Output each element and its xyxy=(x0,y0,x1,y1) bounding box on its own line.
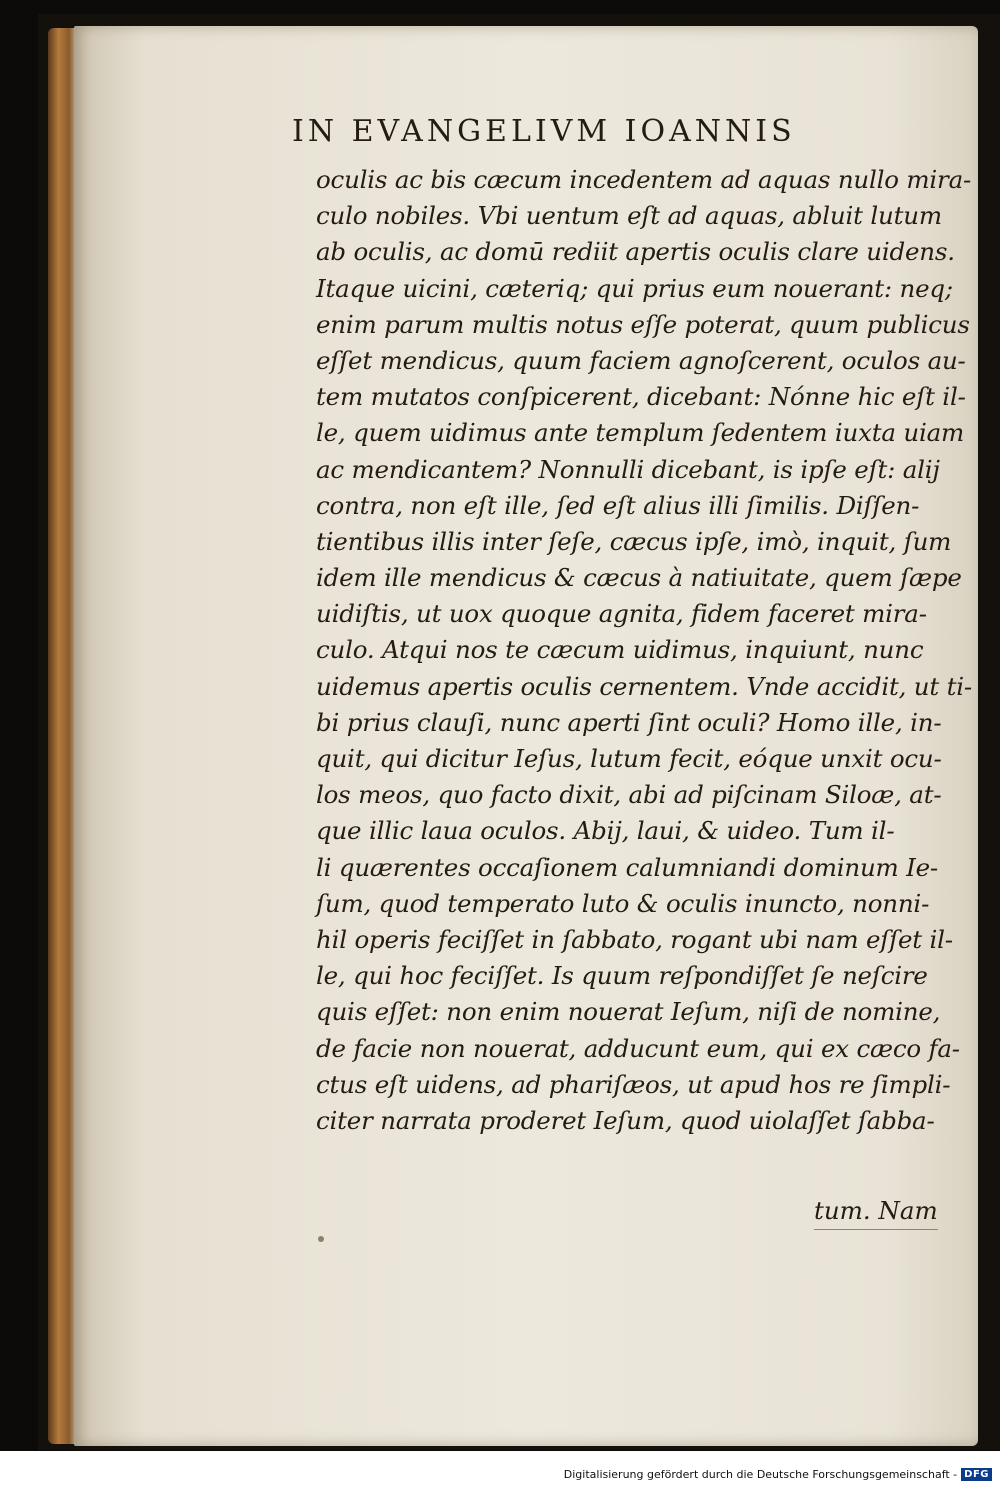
text-line: contra, non eſt ille, ſed eſt alius illi ſimilis. Diſſen- xyxy=(316,490,920,520)
text-line: ſum, quod temperato luto & oculis inuncto, nonni- xyxy=(316,888,930,918)
text-line: bi prius clauſi, nunc aperti ſint oculi? Homo ille, in- xyxy=(316,707,942,737)
text-line: Itaque uicini, cæteriq; qui prius eum nouerant: neq; xyxy=(316,273,953,303)
text-line: enim parum multis notus eſſe poterat, quum publicus xyxy=(316,309,970,339)
text-line: uidiſtis, ut uox quoque agnita, fidem faceret mira- xyxy=(316,599,927,629)
text-line: ab oculis, ac domū rediit apertis oculis clare uidens. xyxy=(316,237,955,267)
text-line: oculis ac bis cæcum incedentem ad aquas nullo mira- xyxy=(316,165,972,194)
text-line: de facie non nouerat, adducunt eum, qui ex cæco fa- xyxy=(316,1033,960,1063)
text-line: culo nobiles. Vbi uentum eſt ad aquas, abluit lutum xyxy=(316,201,942,231)
text-line: los meos, quo facto dixit, abi ad piſcinam Siloæ, at- xyxy=(316,780,942,810)
footer xyxy=(564,1459,992,1489)
text-line: ac mendicantem? Nonnulli dicebant, is ipſe eſt: alij xyxy=(316,454,940,484)
text-line: le, qui hoc feciſſet. Is quum reſpondiſſet ſe neſcire xyxy=(316,961,928,991)
text-line: citer narrata proderet Ieſum, quod uiolaſſet ſabba- xyxy=(316,1105,935,1135)
running-head: IN EVANGELIVM IOANNIS xyxy=(292,114,796,149)
footer-credit: Digitalisierung gefördert durch die Deutsche Forschungsgemeinschaft - xyxy=(563,1467,958,1481)
catchword: tum. Nam xyxy=(814,1196,938,1230)
text-line: le, quem uidimus ante templum ſedentem iuxta uiam xyxy=(316,418,965,448)
text-line: tem mutatos conſpicerent, dicebant: Nónne hic eſt il- xyxy=(316,382,966,412)
text-line: idem ille mendicus & cæcus à natiuitate, quem ſæpe xyxy=(316,563,962,593)
text-block xyxy=(316,162,972,1139)
text-line: hil operis feciſſet in ſabbato, rogant ubi nam eſſet il- xyxy=(316,924,953,954)
text-line: quit, qui dicitur Ieſus, lutum fecit, eóque unxit ocu- xyxy=(316,744,942,773)
page-stain xyxy=(318,1236,324,1242)
text-line: tientibus illis inter ſeſe, cæcus ipſe, imò, inquit, ſum xyxy=(316,526,952,556)
text-line: eſſet mendicus, quum faciem agnoſcerent, oculos au- xyxy=(316,345,966,375)
text-line: ctus eſt uidens, ad phariſæos, ut apud hos re ſimpli- xyxy=(316,1069,951,1099)
text-line: que illic laua oculos. Abij, laui, & uideo. Tum il- xyxy=(316,816,895,846)
text-line: quis eſſet: non enim nouerat Ieſum, niſi de nomine, xyxy=(316,997,941,1027)
dfg-logo-icon: DFG xyxy=(961,1468,992,1481)
text-line: uidemus apertis oculis cernentem. Vnde accidit, ut ti- xyxy=(316,671,972,701)
text-line: culo. Atqui nos te cæcum uidimus, inquiunt, nunc xyxy=(316,635,924,665)
text-line: li quærentes occaſionem calumniandi dominum Ie- xyxy=(316,852,939,882)
